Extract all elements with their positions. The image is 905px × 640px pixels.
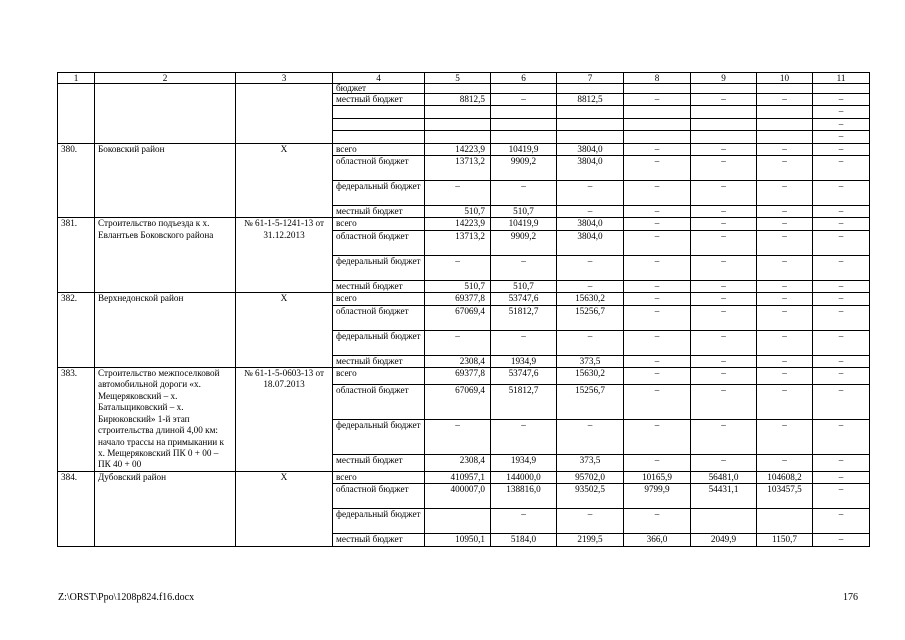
entry-row-total — [58, 143, 870, 155]
value-cell: 138816,0 — [491, 484, 557, 509]
blank-dash: – — [813, 118, 870, 130]
value-cell: – — [624, 230, 691, 255]
value-cell: – — [691, 206, 757, 218]
value-cell: 69377,8 — [425, 368, 491, 385]
value-cell: – — [757, 419, 813, 454]
value-cell: – — [813, 218, 870, 230]
value-cell: – — [557, 509, 624, 534]
column-number-8: 8 — [624, 73, 691, 84]
value-cell: – — [491, 255, 557, 280]
value-cell: 510,7 — [491, 280, 557, 292]
row-label-oblast: областной бюджет — [333, 385, 425, 420]
value-cell — [757, 509, 813, 534]
row-label-total: всего — [333, 143, 425, 155]
value-cell: – — [813, 534, 870, 546]
value-cell: 373,5 — [557, 454, 624, 471]
value-cell: 93502,5 — [557, 484, 624, 509]
row-label-oblast: областной бюджет — [333, 484, 425, 509]
row-label-oblast: областной бюджет — [333, 305, 425, 330]
row-label-federal: федеральный бюджет — [333, 255, 425, 280]
value-cell: 510,7 — [425, 280, 491, 292]
footer-file-path: Z:\ORST\Ppo\1208p824.f16.docx — [58, 592, 195, 603]
value-cell: 3804,0 — [557, 218, 624, 230]
value-cell: – — [557, 280, 624, 292]
value-cell: – — [813, 305, 870, 330]
value-cell: – — [491, 509, 557, 534]
value-cell: 67069,4 — [425, 305, 491, 330]
value-cell: 54431,1 — [691, 484, 757, 509]
value-cell: – — [813, 509, 870, 534]
entry-name: Дубовский район — [95, 471, 236, 546]
value-cell: 56481,0 — [691, 471, 757, 483]
blank-dash: – — [813, 131, 870, 143]
value-cell: 53747,6 — [491, 293, 557, 305]
column-number-2: 2 — [95, 73, 236, 84]
value-cell: – — [691, 330, 757, 355]
value-cell: – — [425, 419, 491, 454]
row-label-local: местный бюджет — [333, 206, 425, 218]
value-cell: 15630,2 — [557, 368, 624, 385]
value-cell: – — [813, 255, 870, 280]
value-cell: – — [624, 143, 691, 155]
value-cell: 10165,9 — [624, 471, 691, 483]
value-cell: – — [757, 218, 813, 230]
entry-row-total — [58, 471, 870, 483]
entry-row-total — [58, 368, 870, 385]
value-cell: – — [813, 385, 870, 420]
entry-number: 383. — [58, 368, 95, 472]
entry-code: Х — [236, 143, 333, 218]
column-number-4: 4 — [333, 73, 425, 84]
value-cell: – — [691, 385, 757, 420]
continued-row — [58, 84, 870, 94]
cont-code-cell — [236, 84, 333, 144]
value-cell: – — [691, 230, 757, 255]
cont-local-value: 8812,5 — [557, 94, 624, 106]
value-cell: – — [691, 181, 757, 206]
value-cell: 1934,9 — [491, 355, 557, 367]
value-cell: – — [691, 305, 757, 330]
value-cell: – — [691, 419, 757, 454]
value-cell: 2308,4 — [425, 454, 491, 471]
value-cell: – — [813, 330, 870, 355]
value-cell: – — [813, 454, 870, 471]
entry-code: Х — [236, 293, 333, 368]
column-number-5: 5 — [425, 73, 491, 84]
value-cell: – — [624, 454, 691, 471]
cont-budget-label: бюджет — [333, 84, 425, 94]
value-cell: – — [624, 218, 691, 230]
entry-name: Верхнедонской район — [95, 293, 236, 368]
value-cell: – — [691, 218, 757, 230]
cont-num-cell — [58, 84, 95, 144]
value-cell: – — [691, 156, 757, 181]
value-cell: – — [624, 509, 691, 534]
row-label-local: местный бюджет — [333, 534, 425, 546]
value-cell: – — [691, 368, 757, 385]
value-cell: 366,0 — [624, 534, 691, 546]
cont-local-value: – — [757, 94, 813, 106]
value-cell: 103457,5 — [757, 484, 813, 509]
value-cell: 69377,8 — [425, 293, 491, 305]
entry-number: 382. — [58, 293, 95, 368]
cont-local-value: – — [691, 94, 757, 106]
value-cell: 510,7 — [425, 206, 491, 218]
value-cell: 10950,1 — [425, 534, 491, 546]
entry-code: № 61-1-5-0603-13 от 18.07.2013 — [236, 368, 333, 472]
value-cell: – — [691, 143, 757, 155]
value-cell: – — [813, 355, 870, 367]
value-cell: 13713,2 — [425, 230, 491, 255]
row-label-total: всего — [333, 293, 425, 305]
value-cell: 15630,2 — [557, 293, 624, 305]
value-cell: – — [624, 419, 691, 454]
value-cell: 5184,0 — [491, 534, 557, 546]
value-cell: 53747,6 — [491, 368, 557, 385]
value-cell: – — [691, 293, 757, 305]
value-cell: – — [757, 368, 813, 385]
value-cell: 14223,9 — [425, 143, 491, 155]
value-cell: 67069,4 — [425, 385, 491, 420]
value-cell: – — [813, 280, 870, 292]
entry-code: Х — [236, 471, 333, 546]
value-cell: 1934,9 — [491, 454, 557, 471]
value-cell: – — [813, 143, 870, 155]
row-label-federal: федеральный бюджет — [333, 419, 425, 454]
row-label-local: местный бюджет — [333, 280, 425, 292]
column-number-6: 6 — [491, 73, 557, 84]
row-label-federal: федеральный бюджет — [333, 330, 425, 355]
value-cell: – — [624, 293, 691, 305]
entry-name: Боковский район — [95, 143, 236, 218]
value-cell: – — [813, 484, 870, 509]
value-cell: – — [557, 330, 624, 355]
row-label-local: местный бюджет — [333, 454, 425, 471]
value-cell: 51812,7 — [491, 385, 557, 420]
value-cell: 1150,7 — [757, 534, 813, 546]
table-body — [58, 84, 870, 547]
value-cell: – — [624, 385, 691, 420]
value-cell: – — [757, 156, 813, 181]
value-cell: – — [491, 181, 557, 206]
value-cell — [425, 509, 491, 534]
value-cell: – — [624, 206, 691, 218]
cont-name-cell — [95, 84, 236, 144]
value-cell: – — [757, 330, 813, 355]
value-cell: – — [624, 280, 691, 292]
value-cell: 373,5 — [557, 355, 624, 367]
value-cell: 10419,9 — [491, 218, 557, 230]
value-cell: – — [757, 230, 813, 255]
value-cell: – — [624, 355, 691, 367]
value-cell: – — [757, 454, 813, 471]
value-cell: – — [624, 181, 691, 206]
entry-row-total — [58, 218, 870, 230]
value-cell: 144000,0 — [491, 471, 557, 483]
value-cell: – — [691, 280, 757, 292]
value-cell: 3804,0 — [557, 143, 624, 155]
value-cell: – — [813, 230, 870, 255]
row-label-total: всего — [333, 368, 425, 385]
row-label-federal: федеральный бюджет — [333, 181, 425, 206]
value-cell: – — [813, 293, 870, 305]
value-cell: 95702,0 — [557, 471, 624, 483]
value-cell: 14223,9 — [425, 218, 491, 230]
row-label-oblast: областной бюджет — [333, 156, 425, 181]
value-cell: – — [757, 206, 813, 218]
column-number-10: 10 — [757, 73, 813, 84]
header-row — [58, 73, 870, 84]
value-cell: – — [813, 206, 870, 218]
cont-local-value: – — [813, 94, 870, 106]
value-cell: – — [757, 143, 813, 155]
value-cell: – — [691, 355, 757, 367]
value-cell: – — [425, 255, 491, 280]
value-cell: – — [491, 330, 557, 355]
value-cell: – — [557, 181, 624, 206]
column-number-7: 7 — [557, 73, 624, 84]
value-cell: 15256,7 — [557, 385, 624, 420]
value-cell: – — [813, 368, 870, 385]
value-cell: – — [425, 181, 491, 206]
value-cell: – — [757, 293, 813, 305]
value-cell: 9799,9 — [624, 484, 691, 509]
value-cell: – — [624, 305, 691, 330]
value-cell: 400007,0 — [425, 484, 491, 509]
entry-number: 384. — [58, 471, 95, 546]
entry-name: Строительство межпоселковой автомобильной дороги «х. Мещеряковский – х. Батальщиковский – х. Бирюковский» 1-й этап строительства длиной 4,00 км: начало трассы на примыкании к х. Мещеряковский ПК 0 + 00 – ПК 40 + 00 — [95, 368, 236, 472]
value-cell: – — [425, 330, 491, 355]
value-cell: – — [757, 181, 813, 206]
value-cell: – — [813, 471, 870, 483]
value-cell: 9909,2 — [491, 230, 557, 255]
entry-number: 381. — [58, 218, 95, 293]
value-cell: – — [624, 255, 691, 280]
row-label-oblast: областной бюджет — [333, 230, 425, 255]
value-cell: – — [491, 419, 557, 454]
value-cell: – — [691, 255, 757, 280]
value-cell: – — [813, 156, 870, 181]
cont-local-value: – — [624, 94, 691, 106]
value-cell: – — [557, 255, 624, 280]
value-cell: – — [813, 181, 870, 206]
row-label-total: всего — [333, 471, 425, 483]
column-number-11: 11 — [813, 73, 870, 84]
value-cell: 9909,2 — [491, 156, 557, 181]
budget-table — [57, 72, 870, 547]
column-number-9: 9 — [691, 73, 757, 84]
value-cell: 2308,4 — [425, 355, 491, 367]
value-cell: – — [624, 156, 691, 181]
value-cell: – — [757, 385, 813, 420]
cont-local-value: 8812,5 — [425, 94, 491, 106]
row-label-local: местный бюджет — [333, 355, 425, 367]
value-cell: 13713,2 — [425, 156, 491, 181]
row-label-federal: федеральный бюджет — [333, 509, 425, 534]
value-cell: – — [757, 280, 813, 292]
value-cell: – — [813, 419, 870, 454]
table-header — [58, 73, 870, 84]
value-cell: – — [557, 206, 624, 218]
value-cell — [691, 509, 757, 534]
entry-number: 380. — [58, 143, 95, 218]
cont-local-label: местный бюджет — [333, 94, 425, 106]
value-cell: 2049,9 — [691, 534, 757, 546]
value-cell: – — [624, 330, 691, 355]
value-cell: 15256,7 — [557, 305, 624, 330]
value-cell: 51812,7 — [491, 305, 557, 330]
value-cell: 2199,5 — [557, 534, 624, 546]
value-cell: – — [757, 255, 813, 280]
cont-local-value: – — [491, 94, 557, 106]
entry-code: № 61-1-5-1241-13 от 31.12.2013 — [236, 218, 333, 293]
entry-row-total — [58, 293, 870, 305]
value-cell: – — [757, 355, 813, 367]
value-cell: – — [624, 368, 691, 385]
value-cell: 3804,0 — [557, 156, 624, 181]
page-number: 176 — [843, 592, 858, 603]
entry-name: Строительство подъезда к х. Евлантьев Боковского района — [95, 218, 236, 293]
row-label-total: всего — [333, 218, 425, 230]
value-cell: 104608,2 — [757, 471, 813, 483]
value-cell: 10419,9 — [491, 143, 557, 155]
value-cell: – — [557, 419, 624, 454]
value-cell: 510,7 — [491, 206, 557, 218]
value-cell: – — [757, 305, 813, 330]
value-cell: 410957,1 — [425, 471, 491, 483]
blank-dash: – — [813, 106, 870, 118]
value-cell: 3804,0 — [557, 230, 624, 255]
value-cell: – — [691, 454, 757, 471]
column-number-1: 1 — [58, 73, 95, 84]
column-number-3: 3 — [236, 73, 333, 84]
